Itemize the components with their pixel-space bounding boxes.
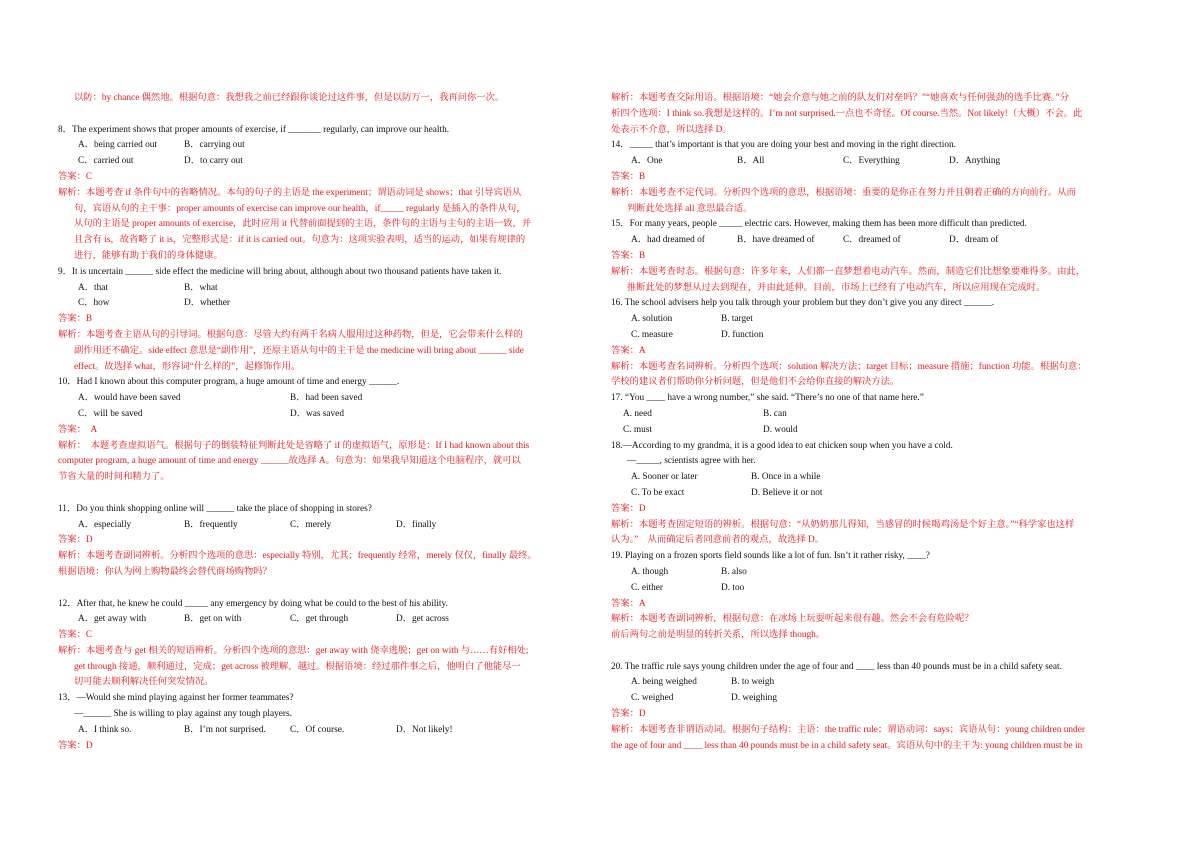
answer-text: 解析：本题考查非谓语动词。根据句子结构：主语：the traffic rule；谓语动词：says；宾语从句：young children under xyxy=(611,724,1085,735)
question-text: —_____, scientists agree with her. xyxy=(627,456,756,467)
answer-text: 推断此处的梦想从过去到现在，并由此延伸。目前，市场上已经有了电动汽车，所以应用现在完成时。 xyxy=(627,282,1046,293)
option: A．that xyxy=(78,282,108,293)
answer-text: 解析：本题考查交际用语。根据语境：“她会介意与她之前的队友们对垒吗？”“她喜欢与任何强劲的选手比赛。”分 xyxy=(611,93,1070,103)
option: B. Once in a while xyxy=(751,472,821,483)
answer-text: 答案：A xyxy=(611,598,646,609)
question-text: 14．_____ that’s important is that you are doing your best and moving in the right direction. xyxy=(611,140,956,151)
option: A．would have been saved xyxy=(78,393,181,404)
option: A．being carried out xyxy=(78,140,157,151)
answer-text: 判断此处选择 all 意思最合适。 xyxy=(627,203,753,214)
option: C. must xyxy=(623,424,652,435)
option: B．frequently xyxy=(184,519,238,530)
option: A. Sooner or later xyxy=(631,472,698,483)
spacer xyxy=(58,486,592,502)
answer-text: 且含有 is，故省略了 it is，完整形式是：if it is carried out。句意为：这项实验表明，适当的运动，如果有规律的 xyxy=(74,235,526,246)
answer-text: 句，宾语从句的主干事：proper amounts of exercise can improve our health，if_____ regularly 是插入的条件从句， xyxy=(74,203,526,214)
option: D．to carry out xyxy=(184,156,243,167)
answer-text: computer program, a huge amount of time and energy ______故选择 A。句意为：如果我早知道这个电脑程序，就可以 xyxy=(58,456,521,467)
left-column xyxy=(58,91,592,754)
option: C. either xyxy=(631,582,664,593)
option: C. weighed xyxy=(631,693,674,704)
question-text: 15．For many years, people _____ electric cars. However, making them has been more difficult than predicted. xyxy=(611,219,1027,230)
answer-text: 答案：B xyxy=(611,171,646,182)
question-text: 17. “You ____ have a wrong number,” she said. “There’s no one of that name here.” xyxy=(611,393,924,404)
option: D．Anything xyxy=(949,156,1001,167)
option: C. To be exact xyxy=(631,487,685,498)
options-row xyxy=(58,518,592,534)
answer-text: 副作用还不确定。side effect 意思是“副作用”，还原主语从句中的主干是 the medicine will bring about ______ side xyxy=(74,345,524,356)
option: D．whether xyxy=(184,298,230,309)
answer-text: 进行，能够有助于我们的身体健康。 xyxy=(74,250,223,261)
option: C．merely xyxy=(290,519,332,530)
options-row xyxy=(611,486,1145,502)
option: B. also xyxy=(721,566,747,577)
option: B．All xyxy=(737,156,765,167)
option: B. to weigh xyxy=(731,677,775,688)
options-row xyxy=(611,565,1145,581)
option: A. though xyxy=(631,566,669,577)
spacer xyxy=(58,581,592,597)
option: A. need xyxy=(623,408,652,419)
spacer xyxy=(58,107,592,123)
question-text: 16. The school advisers help you talk through your problem but they don’t give you any direct ______. xyxy=(611,298,995,309)
option: C．Everything xyxy=(843,156,900,167)
question-text: 11．Do you think shopping online will ______ take the place of shopping in stores? xyxy=(58,503,372,514)
answer-text: 根据语境：你认为网上购物最终会替代商场购物吗？ xyxy=(58,566,272,577)
option: D．Not likely! xyxy=(396,724,453,735)
answer-text: 解析：本题考查与 get 相关的短语辨析。分析四个选项的意思：get away with 侥幸逃脱；get on with 与……有好相处; xyxy=(58,645,529,656)
options-row xyxy=(611,407,1145,423)
answer-text: the age of four and ____ less than 40 pounds must be in a child safety seat。宾语从句中的主干为: young children must be in xyxy=(611,740,1083,751)
answer-text: 答案：C xyxy=(58,171,93,182)
answer-text: 解析： 本题考查虚拟语气。根据句子的倒装特征判断此处是省略了 if 的虚拟语气，原形是：If I had known about this xyxy=(58,440,530,451)
answer-text: 答案：D xyxy=(611,503,646,514)
answer-text: 答案：D xyxy=(611,709,646,720)
option: B．get on with xyxy=(184,614,242,625)
option: C．get through xyxy=(290,614,349,625)
option: A．One xyxy=(631,156,663,167)
answer-text: 前后两句之前是明显的转折关系，所以选择 though。 xyxy=(611,630,826,641)
answer-text: 解析：本题考查主语从句的引导词。根据句意：尽管大约有两千名病人服用过这种药物，但是，它会带来什么样的 xyxy=(58,329,523,340)
option: D. function xyxy=(721,329,764,340)
options-row xyxy=(611,691,1145,707)
right-column xyxy=(611,91,1145,754)
options-row xyxy=(611,423,1145,439)
answer-text: 答案：B xyxy=(611,250,646,261)
answer-text: 切可能去顺利解决任何突发情况。 xyxy=(74,677,214,688)
option: D．was saved xyxy=(290,408,344,419)
options-row xyxy=(58,138,592,154)
answer-text: 解析：本题考查名词辨析。分析四个选项：solution 解决方法；target 目标；measure 措施；function 功能。根据句意： xyxy=(611,361,1087,372)
options-row xyxy=(611,233,1145,249)
options-row xyxy=(611,154,1145,170)
answer-text: 解析：本题考查固定短语的辨析。根据句意：“从奶奶那儿得知，当感冒的时候喝鸡汤是个好主意。”“科学家也这样 xyxy=(611,519,1075,530)
option: B．what xyxy=(184,282,218,293)
answer-text: 从句的主语是 proper amounts of exercise，此时应用 it 代替前面提到的主语，条件句的主语与主句的主语一致，并 xyxy=(74,219,532,230)
option: C．dreamed of xyxy=(843,235,901,246)
options-row xyxy=(58,154,592,170)
option: C．Of course. xyxy=(290,724,345,735)
options-row xyxy=(58,723,592,739)
options-row xyxy=(611,581,1145,597)
question-text: 8．The experiment shows that proper amounts of exercise, if _______ regularly, can improve our health. xyxy=(58,124,450,135)
option: A. solution xyxy=(631,314,673,325)
answer-text: 解析：本题考查时态。根据句意：许多年来，人们都一直梦想着电动汽车。然而，制造它们比想象要难得多。由此， xyxy=(611,266,1086,277)
options-row xyxy=(611,312,1145,328)
answer-text: 节省大量的时间和精力了。 xyxy=(58,472,170,483)
answer-text: 解析：本题考查 if 条件句中的省略情况。本句的句子的主语是 the experiment；谓语动词是 shows；that 引导宾语从 xyxy=(58,187,522,198)
question-text: —______ She is willing to play against any tough players. xyxy=(74,709,292,720)
answer-text: 答案：B xyxy=(58,314,93,325)
options-row xyxy=(58,296,592,312)
answer-text: 答案：D xyxy=(58,740,93,751)
options-row xyxy=(58,612,592,628)
option: D. weighing xyxy=(731,693,777,704)
option: B. can xyxy=(763,408,787,419)
answer-text: 解析：本题考查副词辨析，根据句意：在冰场上玩耍听起来很有趣。然会不会有危险呢？ xyxy=(611,614,974,625)
question-text: 10．Had I known about this computer program, a huge amount of time and energy ______. xyxy=(58,377,400,388)
option: D. too xyxy=(721,582,745,593)
option: D. would xyxy=(763,424,798,435)
options-row xyxy=(611,470,1145,486)
option: B．had been saved xyxy=(290,393,363,404)
options-row xyxy=(611,328,1145,344)
option: A．especially xyxy=(78,519,132,530)
option: C. measure xyxy=(631,329,673,340)
options-row xyxy=(58,281,592,297)
answer-text: 解析：本题考查副词辨析。分析四个选项的意思：especially 特别，尤其；frequently 经常，merely 仅仅，finally 最终。 xyxy=(58,551,537,562)
options-row xyxy=(58,391,592,407)
question-text: 20. The traffic rule says young children under the age of four and ____ less than 40 pounds must be in a child safety seat. xyxy=(611,661,1062,672)
option: A．I think so. xyxy=(78,724,132,735)
option: B．I’m not surprised. xyxy=(184,724,266,735)
answer-text: 答案： A xyxy=(58,424,98,435)
option: D. Believe it or not xyxy=(751,487,823,498)
question-text: 13．—Would she mind playing against her former teammates? xyxy=(58,693,294,704)
answer-text: 答案：A xyxy=(611,345,646,356)
option: B．have dreamed of xyxy=(737,235,815,246)
question-text: 9．It is uncertain ______ side effect the medicine will bring about, although about two thousand patients have taken it. xyxy=(58,266,502,277)
answer-text: 析四个选项：I think so.我想是这样的。I’m not surprised.一点也不奇怪。Of course.当然。Not likely!（大概）不会。此 xyxy=(611,108,1083,119)
option: D．get across xyxy=(396,614,449,625)
spacer xyxy=(611,644,1145,660)
option: C．carried out xyxy=(78,156,134,167)
answer-text: 处表示不介意，所以选择 D。 xyxy=(611,124,732,135)
option: C．will be saved xyxy=(78,408,143,419)
options-row xyxy=(611,675,1145,691)
answer-text: 答案：D xyxy=(58,535,93,546)
answer-text: 解析：本题考查不定代词。分析四个选项的意思，根据语境：重要的是你正在努力并且朝着正确的方向前行。从而 xyxy=(611,187,1076,198)
answer-text: 答案：C xyxy=(58,630,93,641)
question-text: 18.—According to my grandma, it is a good idea to eat chicken soup when you have a cold. xyxy=(611,440,953,451)
answer-text: get through 接通，顺利通过，完成；get across 被理解，越过。根据语境：经过那件事之后，他明白了他能尽一 xyxy=(74,661,521,672)
option: B. target xyxy=(721,314,753,325)
answer-text: effect。故选择 what，形容词“什么样的”，起修饰作用。 xyxy=(74,361,301,372)
answer-text: 以防：by chance 偶然地。根据句意：我想我之前已经跟你谈论过这件事，但是以防万一，我再问你一次。 xyxy=(74,93,505,103)
option: D．finally xyxy=(396,519,437,530)
answer-text: 认为。” 从而确定后者同意前者的观点，故选择 D。 xyxy=(611,535,825,546)
question-text: 19. Playing on a frozen sports field sounds like a lot of fun. Isn’t it rather risky, ____? xyxy=(611,551,930,562)
option: C．how xyxy=(78,298,110,309)
option: D．dream of xyxy=(949,235,999,246)
question-text: 12．After that, he knew he could _____ any emergency by doing what be could to the best of his ability. xyxy=(58,598,448,609)
option: A．had dreamed of xyxy=(631,235,705,246)
options-row xyxy=(58,407,592,423)
option: A. being weighed xyxy=(631,677,697,688)
option: A．get away with xyxy=(78,614,147,625)
answer-text: 学校的建议者们帮助你分析问题，但是他们不会给你直接的解决方法。 xyxy=(611,377,900,388)
option: B．carrying out xyxy=(184,140,245,151)
